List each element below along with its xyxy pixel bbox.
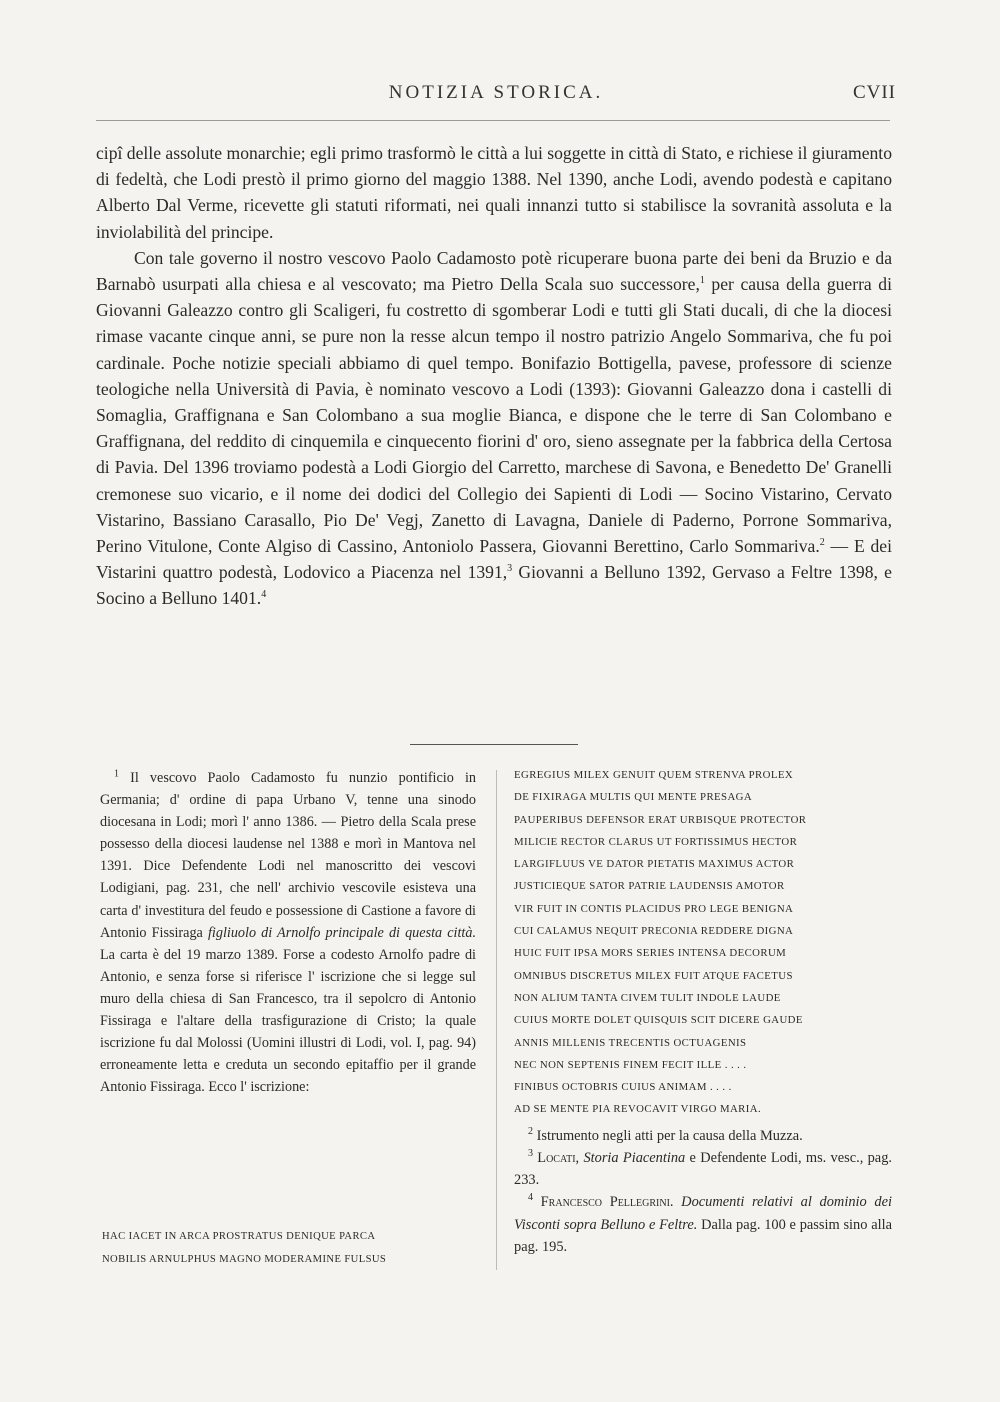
- footnote-4-title: Documenti relativi al dominio dei Visconti sopra Belluno e Feltre.: [514, 1194, 892, 1233]
- footnote-4-author: Francesco Pellegrini.: [540, 1194, 674, 1211]
- footnote-3-mark: 3: [528, 1148, 533, 1160]
- footnote-separator: [410, 744, 578, 745]
- epitaph-line: CUI CALAMUS NEQUIT PRECONIA REDDERE DIGNA: [514, 925, 794, 938]
- epitaph-right-column: [514, 764, 892, 1121]
- footnote-2-mark: 2: [528, 1125, 533, 1137]
- epitaph-line: HUIC FUIT IPSA MORS SERIES INTENSA DECORUM: [514, 947, 787, 960]
- epitaph-line: LARGIFLUUS VE DATOR PIETATIS MAXIMUS ACTOR: [514, 858, 795, 871]
- footnote-4-mark: 4: [528, 1192, 533, 1204]
- footnote-3-author: Locati,: [537, 1149, 580, 1166]
- epitaph-line: FINIBUS OCTOBRIS CUIUS ANIMAM . . . .: [514, 1081, 732, 1094]
- footnote-ref-3: 3: [507, 563, 513, 575]
- paragraph-2: [96, 245, 892, 612]
- page-number: CVII: [852, 82, 896, 103]
- footnote-2: [514, 1125, 892, 1147]
- epitaph-line: AD SE MENTE PIA REVOCAVIT VIRGO MARIA.: [514, 1103, 762, 1116]
- paragraph-2-part-d: Giovanni a Belluno 1392, Gervaso a Feltre 1398, e Socino a Belluno 1401.: [96, 562, 892, 609]
- epitaph-line: NOBILIS ARNULPHUS MAGNO MODERAMINE FULSUS: [102, 1254, 387, 1265]
- footnote-4-rest: Dalla pag. 100 e passim sino alla pag. 195.: [514, 1216, 892, 1255]
- epitaph-line: JUSTICIEQUE SATOR PATRIE LAUDENSIS AMOTOR: [514, 880, 785, 893]
- epitaph-line: VIR FUIT IN CONTIS PLACIDUS PRO LEGE BENIGNA: [514, 902, 794, 915]
- epitaph-line: CUIUS MORTE DOLET QUISQUIS SCIT DICERE GAUDE: [514, 1014, 803, 1027]
- footnotes-2-4: [514, 1125, 892, 1258]
- footnote-3-rest: e Defendente Lodi, ms. vesc., pag. 233.: [514, 1149, 892, 1189]
- right-column-notes: [514, 764, 892, 1258]
- epitaph-line: EGREGIUS MILEX GENUIT QUEM STRENVA PROLEX: [514, 769, 794, 781]
- epitaph-line: PAUPERIBUS DEFENSOR ERAT URBISQUE PROTECTOR: [514, 813, 807, 826]
- epitaph-line: NON ALIUM TANTA CIVEM TULIT INDOLE LAUDE: [514, 991, 781, 1004]
- paragraph-2-part-c: — E dei Vistarini quattro podestà, Lodovico a Piacenza nel 1391,: [96, 536, 893, 583]
- page-header: [96, 82, 896, 108]
- footnote-4: [514, 1191, 892, 1258]
- footnote-3: [514, 1147, 892, 1191]
- footnote-ref-2: 2: [819, 537, 825, 549]
- header-rule: [96, 120, 890, 121]
- footnote-1-mark: 1: [114, 768, 119, 780]
- epitaph-line: OMNIBUS DISCRETUS MILEX FUIT ATQUE FACETUS: [514, 969, 793, 982]
- footnote-2-text: Istrumento negli atti per la causa della Muzza.: [533, 1127, 803, 1144]
- footnote-ref-4: 4: [261, 589, 267, 601]
- epitaph-line: HAC IACET IN ARCA PROSTRATUS DENIQUE PARCA: [102, 1231, 376, 1242]
- footnote-1-text: [100, 767, 476, 1098]
- footnote-ref-1: 1: [699, 275, 705, 287]
- column-divider: [496, 770, 497, 1270]
- epitaph-left-column: [102, 1225, 482, 1271]
- footnote-1-part-a: Il vescovo Paolo Cadamosto fu nunzio pontificio in Germania; d' ordine di papa Urbano V, tenne una sinodo diocesana in Lodi; morì l' anno 1386. — Pietro della Scala prese possesso della diocesi laudense nel 1388 e morì in Mantova nel 1391. Dice Defendente Lodi nel manoscritto dei vescovi Lodigiani, pag. 231, che nell' archivio vescovile esisteva una carta d' investitura del feudo e possessione di Castione a favore di Antonio Fissiraga: [100, 770, 476, 941]
- epitaph-line: DE FIXIRAGA MULTIS QUI MENTE PRESAGA: [514, 791, 753, 804]
- epitaph-line: MILICIE RECTOR CLARUS UT FORTISSIMUS HECTOR: [514, 835, 798, 848]
- epitaph-line: ANNIS MILLENIS TRECENTIS OCTUAGENIS: [514, 1036, 747, 1049]
- footnote-3-title: Storia Piacentina: [583, 1149, 686, 1166]
- running-title: NOTIZIA STORICA.: [388, 82, 604, 103]
- paragraph-2-part-a: Con tale governo il nostro vescovo Paolo Cadamosto potè ricuperare buona parte dei beni da Bruzio e da Barnabò usurpati alla chiesa e al vescovato; ma Pietro Della Scala suo successore,: [96, 247, 892, 295]
- paragraph-2-part-b: per causa della guerra di Giovanni Galeazzo contro gli Scaligeri, fu costretto di sgomberar Lodi e tutti gli Stati ducali, di che la diocesi rimase vacante cinque anni, se pure non la resse alcun tempo il nostro patrizio Angelo Sommariva, che fu poi cardinale. Poche notizie speciali abbiamo di quel tempo. Bonifazio Bottigella, pavese, professore di scienze teologiche nella Università di Pavia, è nominato vescovo a Lodi (1393): Giovanni Galeazzo dona i castelli di Somaglia, Graffignana e San Colombano a sua moglie Bianca, e dispone che le terre di San Colombano e Graffignana, del reddito di cinquemila e cinquecento fiorini d' oro, sieno assegnate per la fabbrica della Certosa di Pavia. Del 1396 troviamo podestà a Lodi Giorgio del Carretto, marchese di Savona, e Benedetto De' Granelli cremonese suo vicario, e il nome dei dodici del Collegio dei Sapienti di Lodi — Socino Vistarino, Cervato Vistarino, Bassiano Carasallo, Pio De' Vegj, Zanetto di Lavagna, Daniele di Paderno, Porrone Sommariva, Perino Vitulone, Conte Algiso di Cassino, Antoniolo Passera, Giovanni Berettino, Carlo Sommariva.: [96, 274, 892, 557]
- footnote-1: [100, 767, 476, 1098]
- footnote-1-part-b: La carta è del 19 marzo 1389. Forse a codesto Arnolfo padre di Antonio, e senza forse si riferisce l' iscrizione che si legge sul muro della chiesa di San Francesco, tra il sepolcro di Antonio Fissiraga e l'altare della trasfigurazione di Cristo; la quale iscrizione fu dal Molossi (Uomini illustri di Lodi, vol. I, pag. 94) erroneamente letta e creduta un secondo epitaffio per il grande Antonio Fissiraga. Ecco l' iscrizione:: [100, 946, 476, 1096]
- main-text: [96, 140, 892, 612]
- footnote-1-italic: figliuolo di Arnolfo principale di questa città.: [207, 924, 477, 941]
- epitaph-line: NEC NON SEPTENIS FINEM FECIT ILLE . . . .: [514, 1058, 747, 1071]
- paragraph-1: cipî delle assolute monarchie; egli primo trasformò le città a lui soggette in città di Stato, e richiese il giuramento di fedeltà, che Lodi prestò il primo giorno del maggio 1388. Nel 1390, anche Lodi, avendo podestà e capitano Alberto Dal Verme, ricevette gli statuti riformati, nei quali innanzi tutto si stabilisce la sovranità assoluta e la inviolabilità del principe.: [96, 143, 892, 242]
